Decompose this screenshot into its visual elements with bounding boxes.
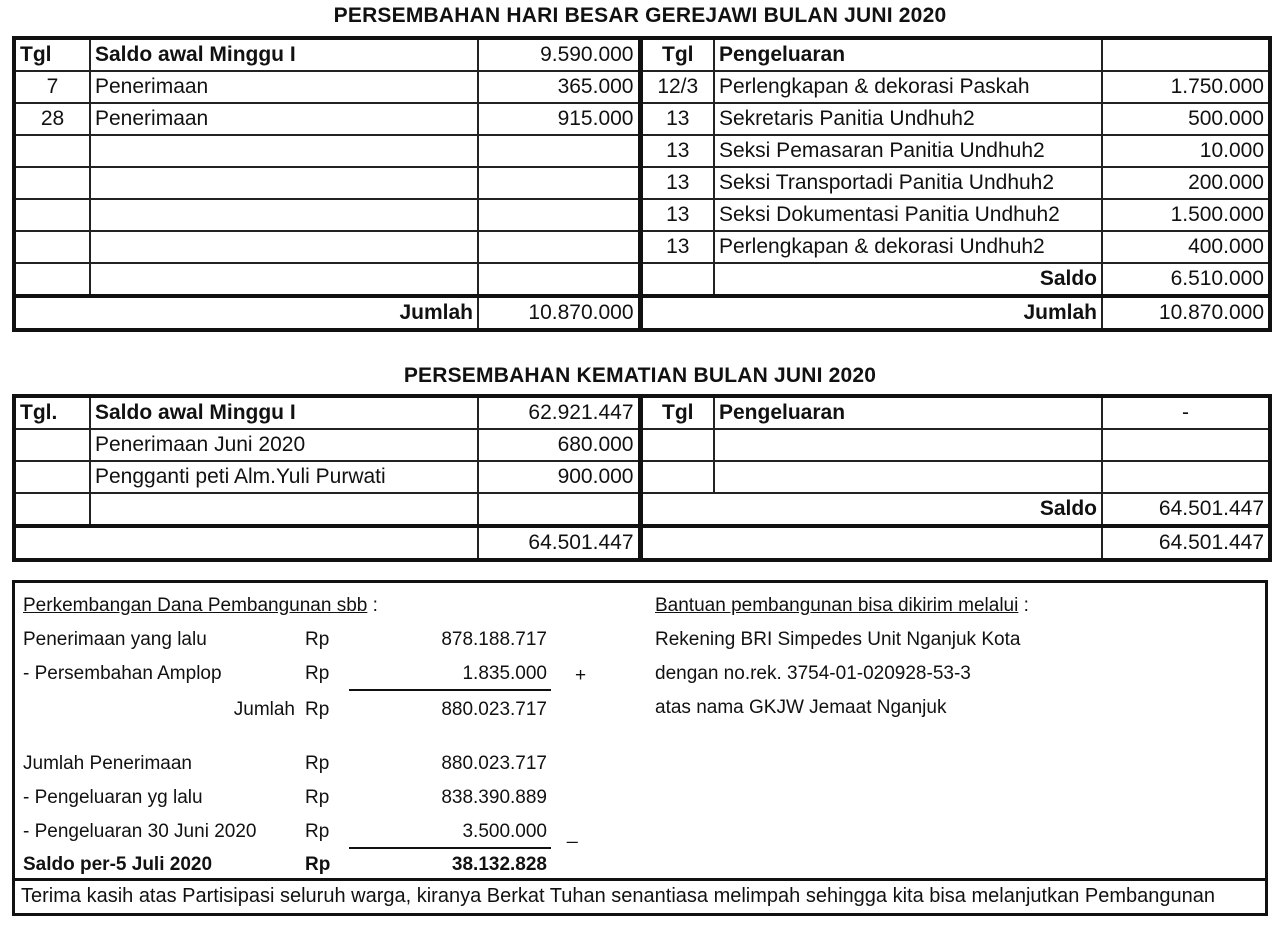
fund-label: Penerimaan yang lalu [23,629,207,650]
tgl-cell: 12/3 [640,71,714,103]
divider [15,878,1265,881]
fund-label: Jumlah Penerimaan [23,753,192,774]
table-row [14,199,1270,231]
jumlah-label: Jumlah [640,296,1102,330]
col-tgl-header: Tgl [640,38,714,71]
fund-label: - Persembahan Amplop [23,663,222,684]
currency-label: Rp [305,699,330,720]
fund-amount: 3.500.000 [462,821,547,842]
amount-cell: 365.000 [478,71,640,103]
jumlah-row [14,296,1270,330]
fund-heading: Perkembangan Dana Pembangunan sbb : [23,595,378,616]
fund-amount: 880.023.717 [441,699,547,720]
currency-label: Rp [305,787,330,808]
jumlah-label: Jumlah [14,296,478,330]
tgl-cell: 13 [640,199,714,231]
currency-label: Rp [305,821,330,842]
desc-cell: Seksi Transportadi Panitia Undhuh2 [714,167,1102,199]
desc-cell: Perlengkapan & dekorasi Paskah [714,71,1102,103]
desc-cell: Seksi Dokumentasi Panitia Undhuh2 [714,199,1102,231]
tgl-cell: 7 [14,71,90,103]
col-tgl-header: Tgl [640,396,714,429]
hari-besar-table [12,36,1272,332]
table-row [14,135,1270,167]
pengeluaran-amount: - [1102,396,1270,429]
currency-label: Rp [305,854,331,875]
saldo-row [14,493,1270,526]
pengeluaran-header-amount [1102,38,1270,71]
saldo-per-label: Saldo per-5 Juli 2020 [23,854,213,875]
amount-cell: 10.000 [1102,135,1270,167]
amount-cell: 1.750.000 [1102,71,1270,103]
fund-amount: 1.835.000 [462,663,547,684]
amount-cell: 500.000 [1102,103,1270,135]
desc-cell: Perlengkapan & dekorasi Undhuh2 [714,231,1102,263]
fund-amount: 838.390.889 [441,787,547,808]
saldo-row [14,263,1270,296]
saldo-awal-label: Saldo awal Minggu I [90,396,478,429]
tgl-cell: 13 [640,103,714,135]
plus-sign: + [575,665,587,686]
saldo-per-amount: 38.132.828 [451,854,547,875]
table-row [14,461,1270,493]
desc-cell: Seksi Pemasaran Panitia Undhuh2 [714,135,1102,167]
amount-cell: 400.000 [1102,231,1270,263]
tgl-cell: 13 [640,231,714,263]
sum-rule [349,689,551,691]
pengeluaran-header: Pengeluaran [714,38,1102,71]
saldo-awal-amount: 62.921.447 [478,396,640,429]
jumlah-left-amount: 10.870.000 [478,296,640,330]
fund-amount: 880.023.717 [441,753,547,774]
minus-sign: _ [567,823,578,844]
col-tgl-header: Tgl [14,38,90,71]
table-row [14,167,1270,199]
fund-label: - Pengeluaran 30 Juni 2020 [23,821,257,842]
desc-cell: Penerimaan Juni 2020 [90,429,478,461]
table-header-row [14,38,1270,71]
building-fund-box [12,580,1268,916]
thanks-message: Terima kasih atas Partisipasi seluruh warga, kiranya Berkat Tuhan senantiasa melimpah sehingga kita bisa melanjutkan Pembangunan [21,885,1215,907]
bank-heading: Bantuan pembangunan bisa dikirim melalui : [655,595,1029,616]
table-row [14,71,1270,103]
table-header-row [14,396,1270,429]
col-tgl-header: Tgl. [14,396,90,429]
tgl-cell: 13 [640,167,714,199]
total-row [14,526,1270,560]
section1-title: PERSEMBAHAN HARI BESAR GEREJAWI BULAN JUNI 2020 [333,4,947,27]
currency-label: Rp [305,753,330,774]
bank-line: atas nama GKJW Jemaat Nganjuk [655,697,947,718]
section2-title: PERSEMBAHAN KEMATIAN BULAN JUNI 2020 [403,364,877,387]
saldo-amount: 6.510.000 [1102,263,1270,296]
fund-label: - Pengeluaran yg lalu [23,787,203,808]
saldo-amount: 64.501.447 [1102,493,1270,526]
bank-line: dengan no.rek. 3754-01-020928-53-3 [655,663,971,684]
saldo-label: Saldo [640,493,1102,526]
bank-line: Rekening BRI Simpedes Unit Nganjuk Kota [655,629,1021,650]
table-row [14,231,1270,263]
tgl-cell: 13 [640,135,714,167]
fund-label: Jumlah [233,699,295,720]
amount-cell: 900.000 [478,461,640,493]
jumlah-right-amount: 10.870.000 [1102,296,1270,330]
amount-cell: 915.000 [478,103,640,135]
saldo-awal-amount: 9.590.000 [478,38,640,71]
sum-rule [349,847,551,849]
table-row [14,429,1270,461]
currency-label: Rp [305,663,330,684]
kematian-table [12,394,1272,562]
currency-label: Rp [305,629,330,650]
desc-cell: Penerimaan [90,71,478,103]
desc-cell: Pengganti peti Alm.Yuli Purwati [90,461,478,493]
tgl-cell: 28 [14,103,90,135]
total-left-amount: 64.501.447 [478,526,640,560]
table-row [14,103,1270,135]
pengeluaran-header: Pengeluaran [714,396,1102,429]
desc-cell: Penerimaan [90,103,478,135]
desc-cell: Sekretaris Panitia Undhuh2 [714,103,1102,135]
saldo-label: Saldo [714,263,1102,296]
amount-cell: 200.000 [1102,167,1270,199]
total-right-amount: 64.501.447 [1102,526,1270,560]
fund-amount: 878.188.717 [441,629,547,650]
amount-cell: 680.000 [478,429,640,461]
saldo-awal-label: Saldo awal Minggu I [90,38,478,71]
amount-cell: 1.500.000 [1102,199,1270,231]
